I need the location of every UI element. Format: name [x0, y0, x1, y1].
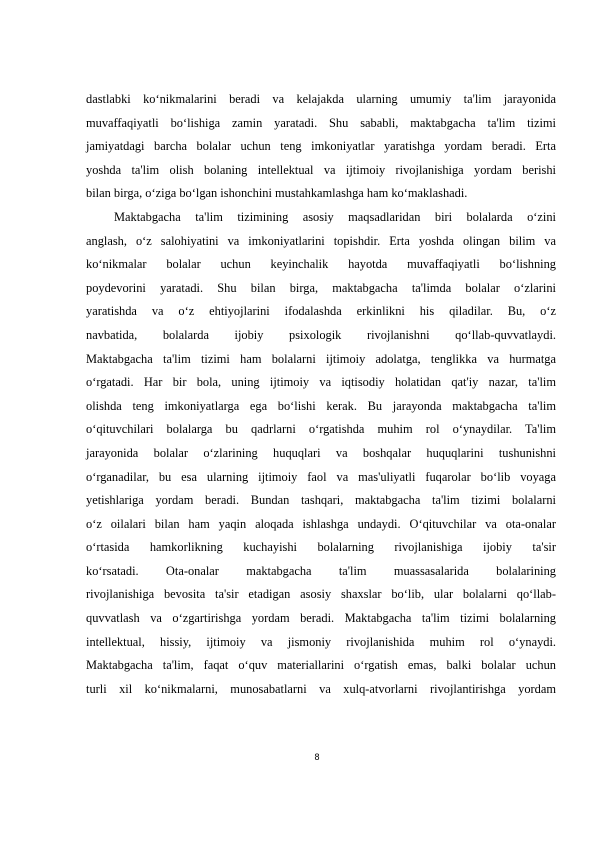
- text-line: rivojlanishiga bevosita ta'sir etadigan asosiy shaxslar bo‘lib, ular bolalarni qo‘llab-: [86, 587, 556, 602]
- text-line: o‘rganadilar, bu esa ularning ijtimoiy faol va mas'uliyatli fuqarolar bo‘lib voyaga: [86, 469, 556, 484]
- text-line: quvvatlash va o‘zgartirishga yordam beradi. Maktabgacha ta'lim tizimi bolalarning: [86, 611, 556, 626]
- text-line: ko‘nikmalar bolalar uchun keyinchalik hayotda muvaffaqiyatli bo‘lishning: [86, 257, 556, 272]
- text-line: navbatida, bolalarda ijobiy psixologik rivojlanishni qo‘llab-quvvatlaydi.: [86, 327, 556, 342]
- text-line: intellektual, hissiy, ijtimoiy va jismoniy rivojlanishida muhim rol o‘ynaydi.: [86, 634, 556, 649]
- text-line: turli xil ko‘nikmalarni, munosabatlarni va xulq-atvorlarni rivojlantirishga yordam: [86, 681, 556, 696]
- text-line: jarayonida bolalar o‘zlarining huquqlari va boshqalar huquqlarini tushunishni: [86, 445, 556, 460]
- text-line: Maktabgacha ta'lim tizimi ham bolalarni ijtimoiy adolatga, tenglikka va hurmatga: [86, 351, 556, 366]
- text-line: o‘qituvchilari bolalarga bu qadrlarni o‘rgatishda muhim rol o‘ynaydilar. Ta'lim: [86, 422, 556, 437]
- text-line: yoshda ta'lim olish bolaning intellektual va ijtimoiy rivojlanishiga yordam berishi: [86, 162, 556, 177]
- document-body: [86, 88, 556, 701]
- text-line: Maktabgacha ta'lim, faqat o‘quv materiallarini o‘rgatish emas, balki bolalar uchun: [86, 658, 556, 673]
- page-number: 8: [314, 752, 320, 762]
- text-line: jamiyatdagi barcha bolalar uchun teng imkoniyatlar yaratishga yordam beradi. Erta: [86, 139, 556, 154]
- text-line: yaratishda va o‘z ehtiyojlarini ifodalashda erkinlikni his qiladilar. Bu, o‘z: [86, 304, 556, 319]
- paragraph-start-line: Maktabgacha ta'lim tizimining asosiy maqsadlaridan biri bolalarda o‘zini: [114, 209, 556, 224]
- text-line: o‘z oilalari bilan ham yaqin aloqada ishlashga undaydi. O‘qituvchilar va ota-onalar: [86, 516, 556, 531]
- text-line: o‘rgatadi. Har bir bola, uning ijtimoiy va iqtisodiy holatidan qat'iy nazar, ta'lim: [86, 375, 556, 390]
- text-line: ko‘rsatadi. Ota-onalar maktabgacha ta'lim muassasalarida bolalarining: [86, 563, 556, 578]
- text-line: olishda teng imkoniyatlarga ega bo‘lishi kerak. Bu jarayonda maktabgacha ta'lim: [86, 398, 556, 413]
- text-line: yetishlariga yordam beradi. Bundan tashqari, maktabgacha ta'lim tizimi bolalarni: [86, 493, 556, 508]
- text-line: muvaffaqiyatli bo‘lishiga zamin yaratadi. Shu sababli, maktabgacha ta'lim tizimi: [86, 115, 556, 130]
- text-line: anglash, o‘z salohiyatini va imkoniyatlarini topishdir. Erta yoshda olingan bilim va: [86, 233, 556, 248]
- text-line: o‘rtasida hamkorlikning kuchayishi bolalarning rivojlanishiga ijobiy ta'sir: [86, 540, 556, 555]
- paragraph-end-line: bilan birga, o‘ziga bo‘lgan ishonchini mustahkamlashga ham ko‘maklashadi.: [86, 186, 468, 201]
- text-line: dastlabki ko‘nikmalarini beradi va kelajakda ularning umumiy ta'lim jarayonida: [86, 92, 556, 106]
- text-line: poydevorini yaratadi. Shu bilan birga, maktabgacha ta'limda bolalar o‘zlarini: [86, 280, 556, 295]
